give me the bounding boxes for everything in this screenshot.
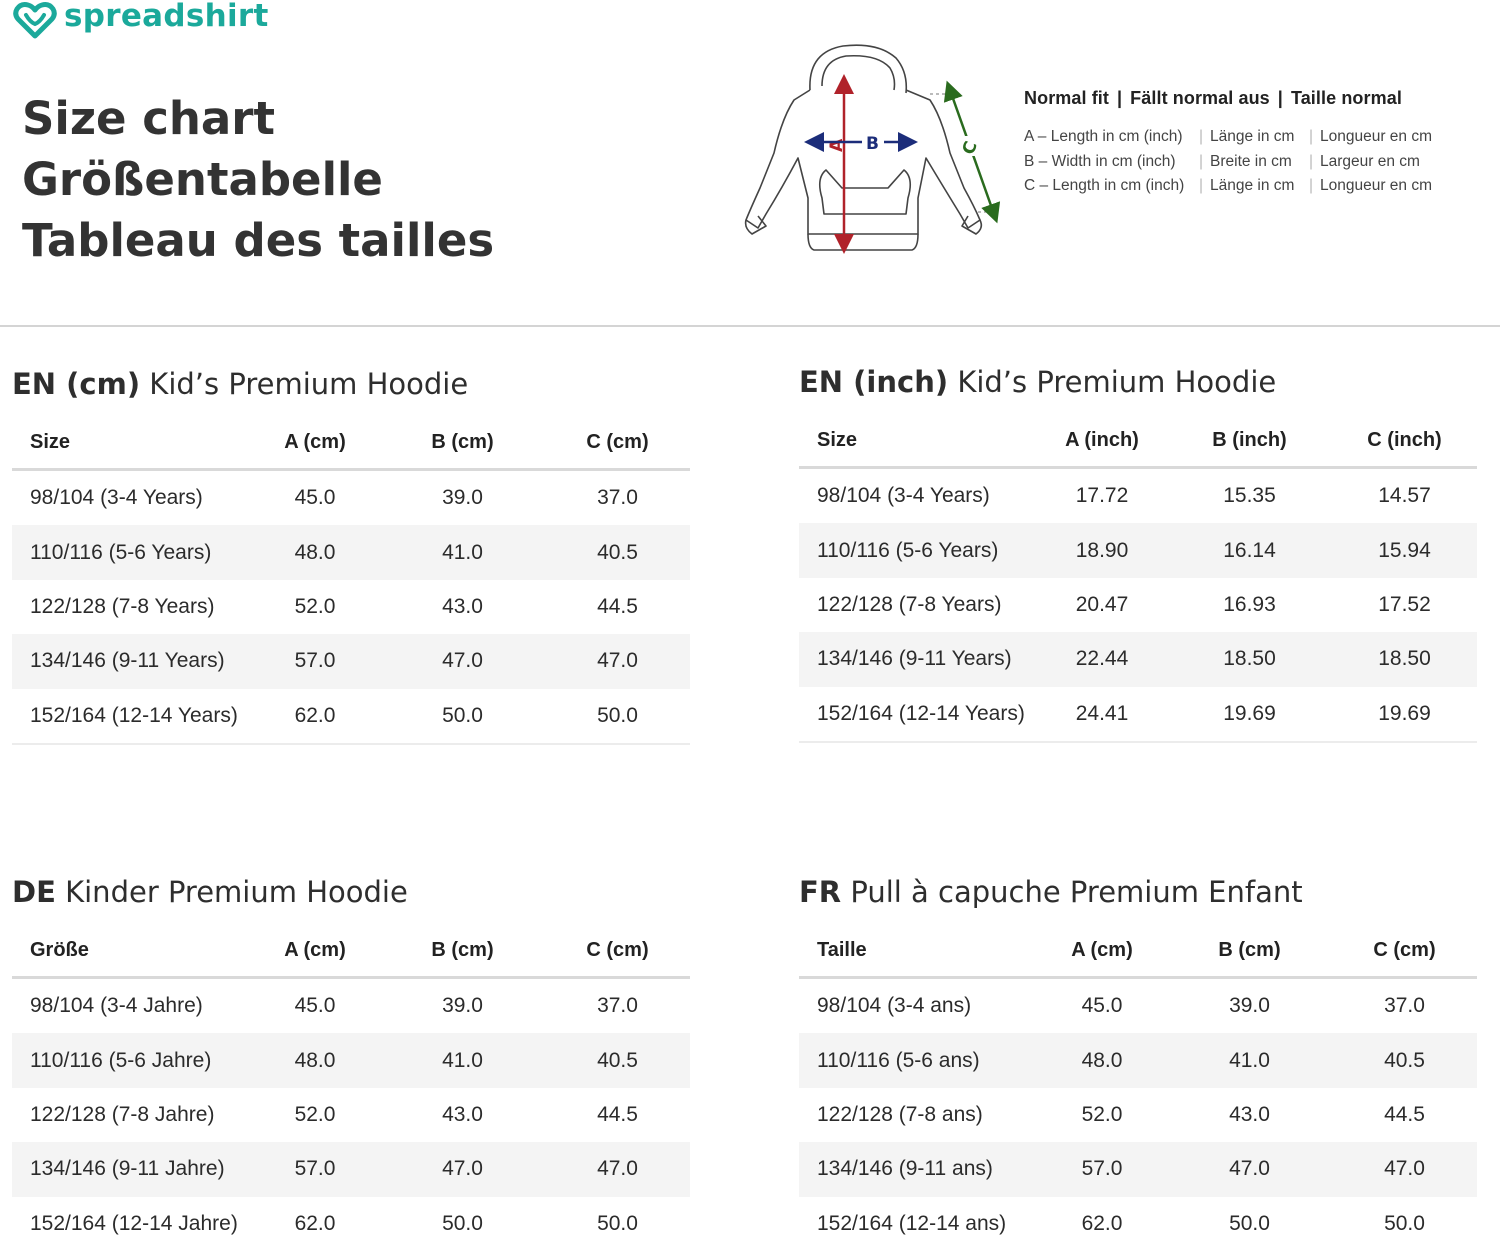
table-row: 98/104 (3-4 Jahre) 45.0 39.0 37.0 [30, 994, 638, 1018]
brand-name: spreadshirt [64, 0, 269, 34]
table-title: FR Pull à capuche Premium Enfant [799, 875, 1303, 909]
title-fr: Tableau des tailles [22, 214, 495, 267]
table-title: EN (cm) Kid’s Premium Hoodie [12, 367, 469, 401]
heart-logo-icon [12, 0, 58, 42]
table-row: 122/128 (7-8 ans) 52.0 43.0 44.5 [817, 1102, 1425, 1126]
brand-logo [12, 0, 269, 42]
table-row: 110/116 (5-6 Years) 18.90 16.14 15.94 [799, 523, 1477, 577]
fit-en: Normal fit [1024, 88, 1110, 108]
table-row: 134/146 (9-11 Years) 22.44 18.50 18.50 [799, 632, 1477, 686]
dimension-legend [1024, 125, 1432, 199]
table-row: 122/128 (7-8 Years) 52.0 43.0 44.5 [30, 594, 638, 618]
divider [0, 325, 1500, 327]
fit-fr: Taille normal [1290, 88, 1402, 108]
table-header: Taille A (cm) B (cm) C (cm) [799, 924, 1477, 979]
table-row: 110/116 (5-6 Jahre) 48.0 41.0 40.5 [12, 1033, 690, 1087]
title-en: Size chart [22, 92, 275, 145]
table-header: Size A (inch) B (inch) C (inch) [799, 414, 1477, 469]
dim-row-c: C – Length in cm (inch) | Länge in cm | Longueur en cm [1024, 177, 1433, 194]
table-header: Größe A (cm) B (cm) C (cm) [12, 924, 690, 979]
table-row: 122/128 (7-8 Jahre) 52.0 43.0 44.5 [30, 1102, 638, 1126]
table-row: 134/146 (9-11 ans) 57.0 47.0 47.0 [799, 1142, 1477, 1196]
label-b: B [866, 134, 879, 154]
table-row: 152/164 (12-14 ans) 62.0 50.0 50.0 [817, 1211, 1425, 1235]
label-a: A [827, 138, 847, 152]
dim-row-a: A – Length in cm (inch) | Länge in cm | Longueur en cm [1024, 128, 1433, 145]
table-en-inch [799, 360, 1477, 743]
title-de: Größentabelle [22, 153, 383, 206]
table-row: 122/128 (7-8 Years) 20.47 16.93 17.52 [817, 592, 1431, 616]
table-title: DE Kinder Premium Hoodie [12, 875, 408, 909]
hoodie-diagram-icon [738, 38, 1008, 260]
table-title: EN (inch) Kid’s Premium Hoodie [799, 365, 1277, 399]
table-row: 110/116 (5-6 Years) 48.0 41.0 40.5 [12, 525, 690, 579]
table-row: 98/104 (3-4 Years) 45.0 39.0 37.0 [30, 486, 638, 510]
table-de [12, 870, 690, 1251]
table-header: Size A (cm) B (cm) C (cm) [12, 416, 690, 471]
label-c: C [958, 138, 982, 158]
table-row: 134/146 (9-11 Jahre) 57.0 47.0 47.0 [12, 1142, 690, 1196]
table-fr [799, 870, 1477, 1251]
table-row: 98/104 (3-4 ans) 45.0 39.0 37.0 [817, 994, 1425, 1018]
page-title [22, 88, 494, 271]
fit-line: Normal fit | Fällt normal aus | Taille normal [1024, 88, 1402, 108]
table-row: 134/146 (9-11 Years) 57.0 47.0 47.0 [12, 634, 690, 688]
table-row: 98/104 (3-4 Years) 17.72 15.35 14.57 [817, 484, 1431, 508]
table-row: 110/116 (5-6 ans) 48.0 41.0 40.5 [799, 1033, 1477, 1087]
table-en-cm [12, 362, 690, 745]
table-row: 152/164 (12-14 Years) 24.41 19.69 19.69 [817, 701, 1431, 725]
table-row: 152/164 (12-14 Years) 62.0 50.0 50.0 [30, 703, 638, 727]
table-row: 152/164 (12-14 Jahre) 62.0 50.0 50.0 [30, 1211, 638, 1235]
dim-row-b: B – Width in cm (inch) | Breite in cm | Largeur en cm [1024, 152, 1420, 170]
fit-de: Fällt normal aus [1130, 88, 1270, 108]
fit-legend [1024, 88, 1432, 199]
